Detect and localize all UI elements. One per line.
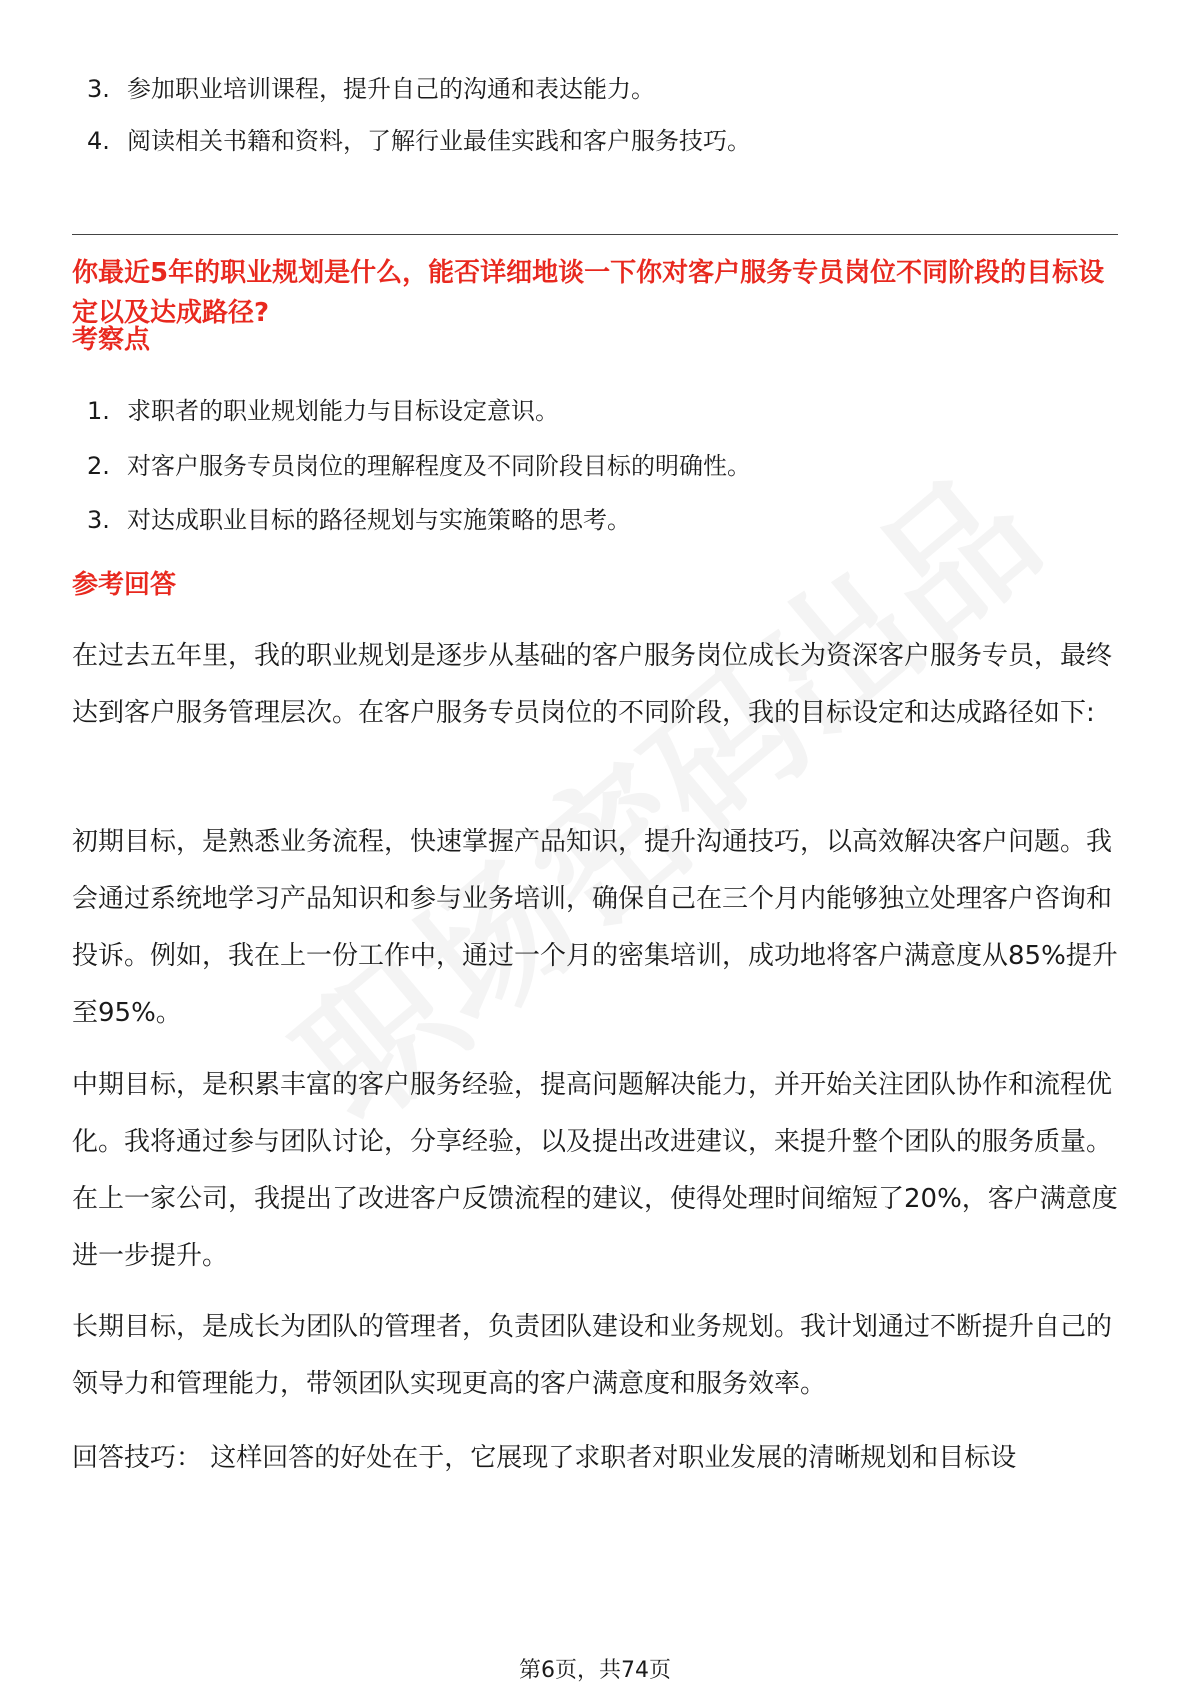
answer-heading: 参考回答 bbox=[72, 570, 177, 600]
list-item-number: 3. bbox=[87, 75, 110, 103]
answer-paragraph: 长期目标，是成长为团队的管理者，负责团队建设和业务规划。我计划通过不断提升自己的领导力和管理能力，带领团队实现更高的客户满意度和服务效率。 bbox=[72, 1312, 1113, 1399]
list-item-number: 2. bbox=[87, 452, 110, 480]
answer-paragraph: 初期目标，是熟悉业务流程，快速掌握产品知识，提升沟通技巧，以高效解决客户问题。我会通过系统地学习产品知识和参与业务培训，确保自己在三个月内能够独立处理客户咨询和投诉。例如，我在上一份工作中，通过一个月的密集培训，成功地将客户满意度从85%提升至95%。 bbox=[72, 827, 1118, 1028]
answer-paragraph: 在过去五年里，我的职业规划是逐步从基础的客户服务岗位成长为资深客户服务专员，最终达到客户服务管理层次。在客户服务专员岗位的不同阶段，我的目标设定和达成路径如下: bbox=[72, 641, 1113, 728]
section-divider bbox=[72, 234, 1118, 235]
answer-paragraph: 中期目标，是积累丰富的客户服务经验，提高问题解决能力，并开始关注团队协作和流程优化。我将通过参与团队讨论，分享经验，以及提出改进建议，来提升整个团队的服务质量。在上一家公司，我提出了改进客户反馈流程的建议，使得处理时间缩短了20%，客户满意度进一步提升。 bbox=[72, 1070, 1118, 1271]
list-item-text: 对达成职业目标的路径规划与实施策略的思考。 bbox=[127, 506, 631, 534]
list-item-number: 1. bbox=[87, 397, 110, 425]
watermark bbox=[274, 449, 1066, 1150]
list-item-text: 求职者的职业规划能力与目标设定意识。 bbox=[127, 397, 559, 425]
list-item bbox=[87, 395, 559, 427]
list-item-text: 参加职业培训课程，提升自己的沟通和表达能力。 bbox=[127, 75, 655, 103]
list-item bbox=[87, 73, 655, 105]
list-item-number: 3. bbox=[87, 506, 110, 534]
list-item-number: 4. bbox=[87, 127, 110, 155]
list-item-text: 阅读相关书籍和资料，了解行业最佳实践和客户服务技巧。 bbox=[127, 127, 751, 155]
list-item bbox=[87, 504, 631, 536]
page-number-footer: 第6页，共74页 bbox=[519, 1658, 671, 1683]
answer-tips: 回答技巧： 这样回答的好处在于，它展现了求职者对职业发展的清晰规划和目标设 bbox=[72, 1443, 1017, 1473]
list-item-text: 对客户服务专员岗位的理解程度及不同阶段目标的明确性。 bbox=[127, 452, 751, 480]
list-item bbox=[87, 125, 751, 157]
points-heading: 考察点 bbox=[72, 325, 151, 355]
question-title: 你最近5年的职业规划是什么，能否详细地谈一下你对客户服务专员岗位不同阶段的目标设定以及达成路径? bbox=[72, 258, 1105, 328]
list-item bbox=[87, 450, 751, 482]
